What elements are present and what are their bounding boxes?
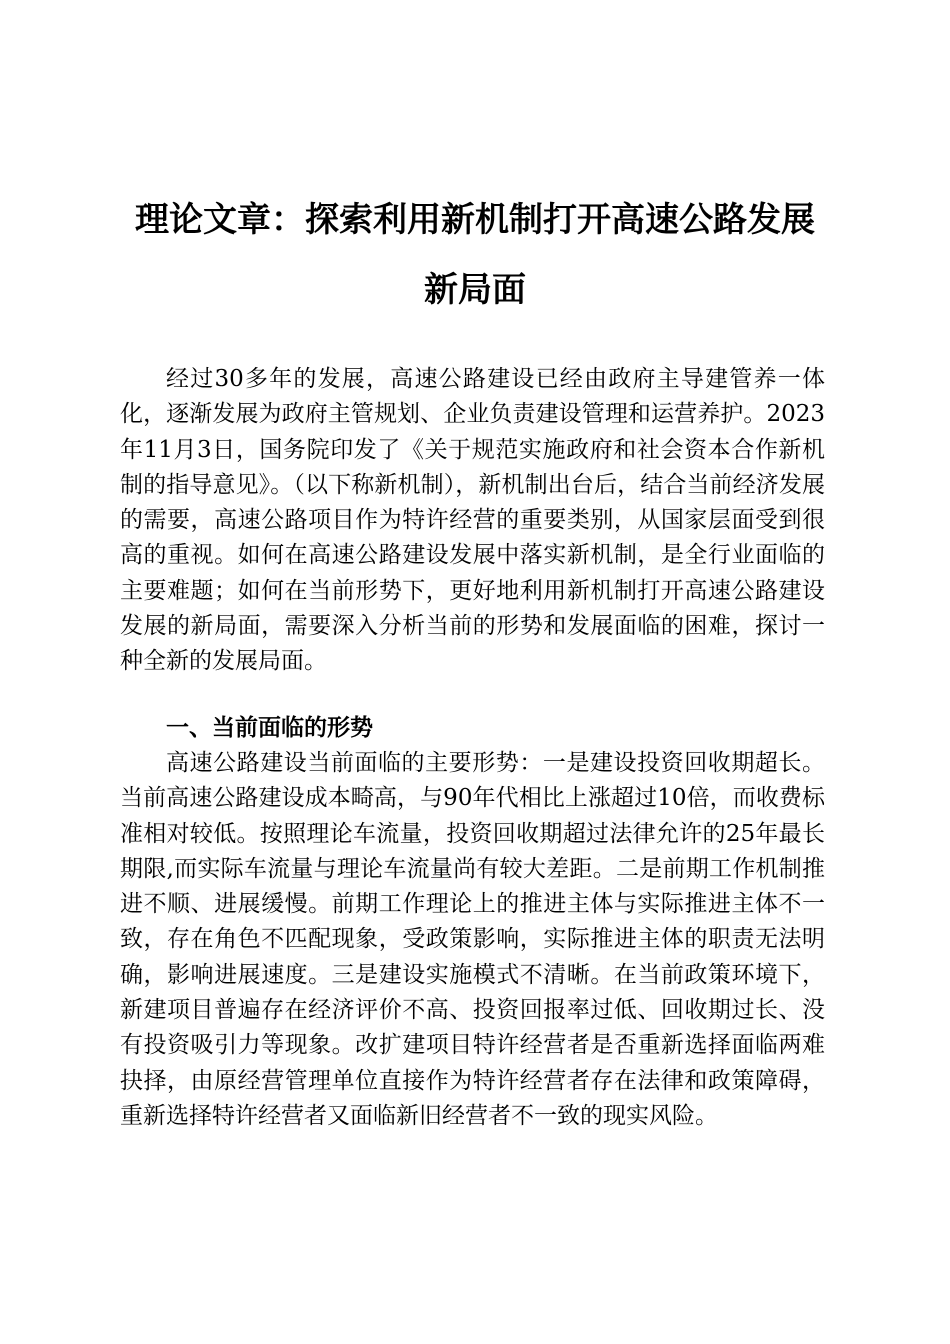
document-title-line-2: 新局面: [424, 270, 526, 310]
situation-paragraph: 高速公路建设当前面临的主要形势：一是建设投资回收期超长。当前高速公路建设成本畸高，与90年代相比上涨超过10倍，而收费标准相对较低。按照理论车流量，投资回收期超过法律允许的25年最长期限,而实际车流量与理论车流量尚有较大差距。二是前期工作机制推进不顺、进展缓慢。前期工作理论上的推进主体与实际推进主体不一致，存在角色不匹配现象，受政策影响，实际推进主体的职责无法明确，影响进展速度。三是建设实施模式不清晰。在当前政策环境下，新建项目普遍存在经济评价不高、投资回报率过低、回收期过长、没有投资吸引力等现象。改扩建项目特许经营者是否重新选择面临两难抉择，由原经营管理单位直接作为特许经营者存在法律和政策障碍，重新选择特许经营者又面临新旧经营者不一致的现实风险。: [120, 750, 825, 1129]
section-heading-current-situation: 一、当前面临的形势: [166, 715, 373, 741]
intro-paragraph: 经过30多年的发展，高速公路建设已经由政府主导建管养一体化，逐渐发展为政府主管规划、企业负责建设管理和运营养护。2023年11月3日，国务院印发了《关于规范实施政府和社会资本合作新机制的指导意见》。（以下称新机制），新机制出台后，结合当前经济发展的需要，高速公路项目作为特许经营的重要类别，从国家层面受到很高的重视。如何在高速公路建设发展中落实新机制，是全行业面临的主要难题；如何在当前形势下，更好地利用新机制打开高速公路建设发展的新局面，需要深入分析当前的形势和发展面临的困难，探讨一种全新的发展局面。: [120, 366, 825, 675]
document-title-line-1: 理论文章：探索利用新机制打开高速公路发展: [135, 200, 815, 240]
